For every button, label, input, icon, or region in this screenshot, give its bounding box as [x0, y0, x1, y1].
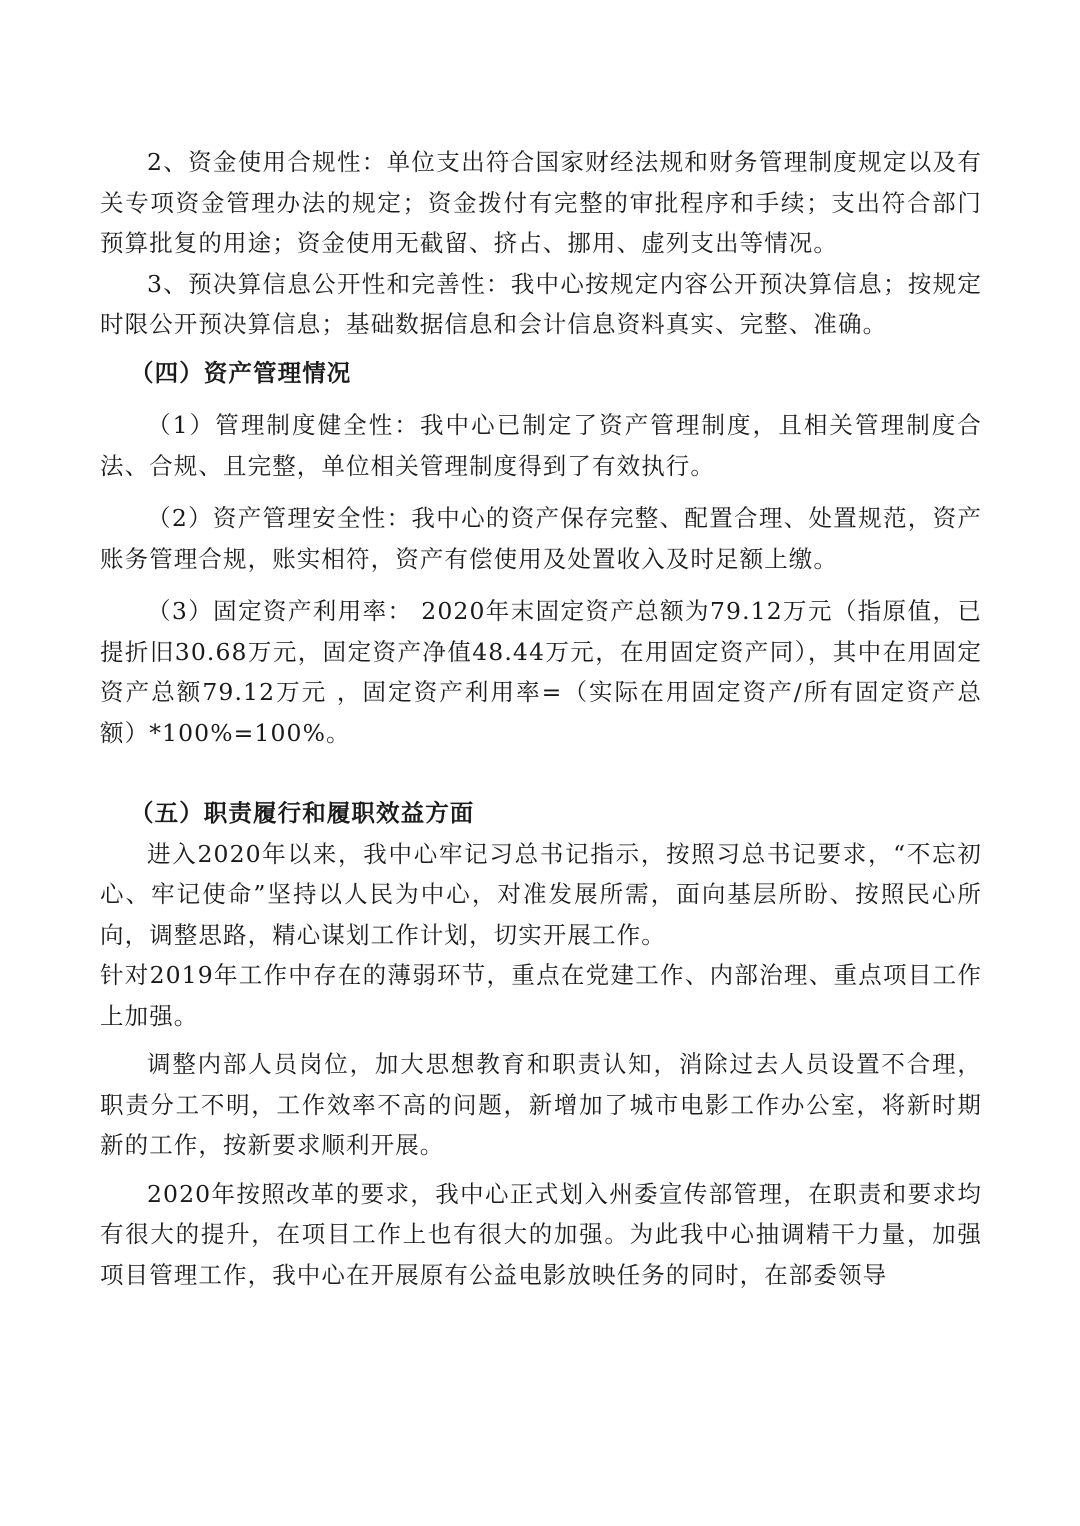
paragraph-reform-2020: 2020年按照改革的要求，我中心正式划入州委宣传部管理，在职责和要求均有很大的提升，在项目工作上也有很大的加强。为此我中心抽调精干力量，加强项目管理工作，我中心在开展原有公益电影放映任务的同时，在部委领导 [100, 1179, 982, 1289]
document-page [100, 142, 982, 1295]
paragraph-asset-security: （2）资产管理安全性：我中心的资产保存完整、配置合理、处置规范，资产账务管理合规，账实相符，资产有偿使用及处置收入及时足额上缴。 [100, 504, 982, 573]
paragraph-management-system: （1）管理制度健全性：我中心已制定了资产管理制度，且相关管理制度合法、合规、且完整，单位相关管理制度得到了有效执行。 [100, 411, 982, 480]
section-heading-asset-management: （四）资产管理情况 [130, 358, 352, 387]
paragraph-staff-adjustment: 调整内部人员岗位，加大思想教育和职责认知，消除过去人员设置不合理，职责分工不明，工作效率不高的问题，新增加了城市电影工作办公室，将新时期新的工作，按新要求顺利开展。 [100, 1050, 982, 1159]
paragraph-fixed-asset-utilization: （3）固定资产利用率： 2020年末固定资产总额为79.12万元（指原值，已提折旧30.68万元，固定资产净值48.44万元，在用固定资产同），其中在用固定资产总额79.12万元 ，固定资产利用率=（实际在用固定资产/所有固定资产总额）*100%=100%。 [100, 597, 982, 747]
paragraph-budget-disclosure: 3、预决算信息公开性和完善性：我中心按规定内容公开预决算信息；按规定时限公开预决算信息；基础数据信息和会计信息资料真实、完整、准确。 [100, 269, 982, 338]
paragraph-fund-compliance: 2、资金使用合规性：单位支出符合国家财经法规和财务管理制度规定以及有关专项资金管理办法的规定；资金拨付有完整的审批程序和手续；支出符合部门预算批复的用途；资金使用无截留、挤占、挪用、虚列支出等情况。 [100, 148, 982, 257]
paragraph-work-since-2020: 进入2020年以来，我中心牢记习总书记指示，按照习总书记要求，“不忘初心、牢记使命”坚持以人民为中心，对准发展所需，面向基层所盼、按照民心所向，调整思路，精心谋划工作计划，切实开展工作。 [100, 839, 982, 949]
section-heading-duty-performance: （五）职责履行和履职效益方面 [130, 799, 475, 827]
paragraph-weak-links-2019: 针对2019年工作中存在的薄弱环节，重点在党建工作、内部治理、重点项目工作上加强。 [100, 961, 982, 1030]
